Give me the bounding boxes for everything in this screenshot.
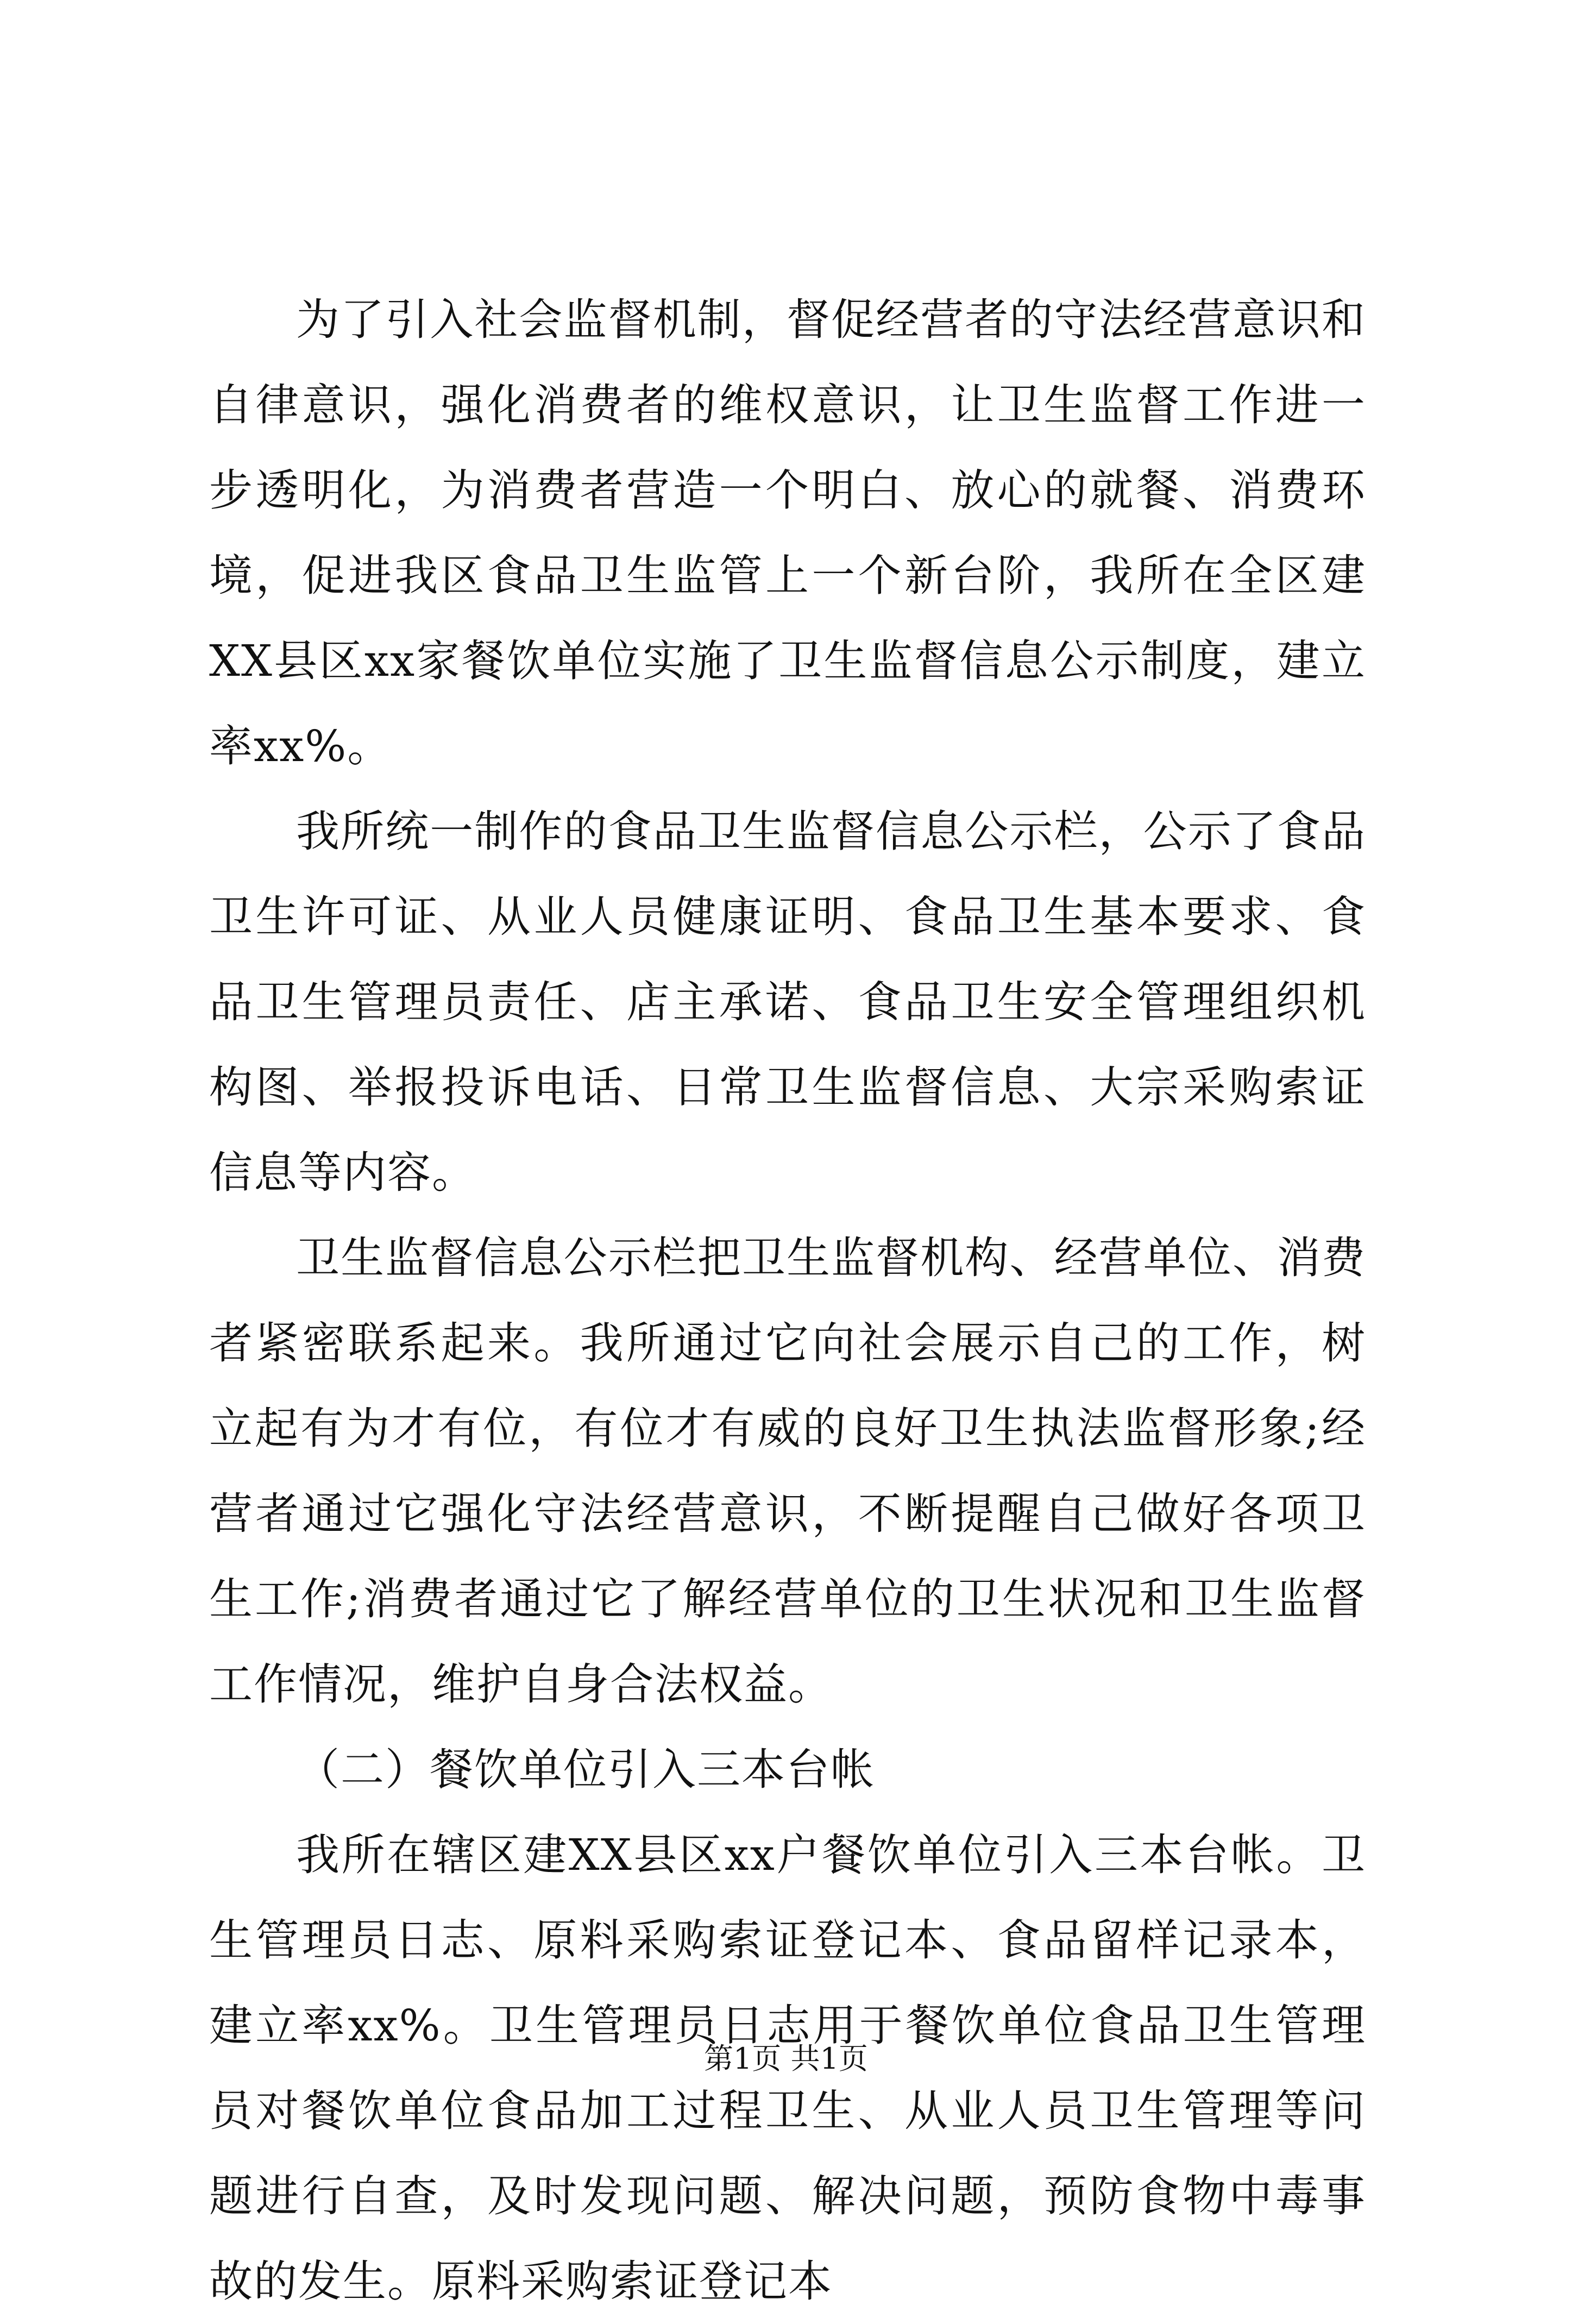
paragraph-disclosure-board-effects: 卫生监督信息公示栏把卫生监督机构、经营单位、消费者紧密联系起来。我所通过它向社会展示自己的工作，树立起有为才有位，有位才有威的良好卫生执法监督形象;经营者通过它强化守法经营意识，不断提醒自己做好各项卫生工作;消费者通过它了解经营单位的卫生状况和卫生监督工作情况，维护自身合法权益。: [209, 1233, 1366, 1710]
paragraph-disclosure-board-contents: 我所统一制作的食品卫生监督信息公示栏，公示了食品卫生许可证、从业人员健康证明、食品卫生基本要求、食品卫生管理员责任、店主承诺、食品卫生安全管理组织机构图、举报投诉电话、日常卫生监督信息、大宗采购索证信息等内容。: [209, 806, 1366, 1198]
paragraph-three-ledgers: 我所在辖区建XX县区xx户餐饮单位引入三本台帐。卫生管理员日志、原料采购索证登记本、食品留样记录本，建立率xx%。卫生管理员日志用于餐饮单位食品卫生管理员对餐饮单位食品加工过程卫生、从业人员卫生管理等问题进行自查，及时发现问题、解决问题，预防食物中毒事故的发生。原料采购索证登记本: [209, 1830, 1366, 2307]
document-body: [209, 277, 1366, 2324]
section-heading: （二）餐饮单位引入三本台帐: [296, 1744, 875, 1795]
paragraph-public-disclosure-intro: 为了引入社会监督机制，督促经营者的守法经营意识和自律意识，强化消费者的维权意识，让卫生监督工作进一步透明化，为消费者营造一个明白、放心的就餐、消费环境，促进我区食品卫生监管上一个新台阶，我所在全区建XX县区xx家餐饮单位实施了卫生监督信息公示制度，建立率xx%。: [209, 294, 1366, 771]
page-number-footer: 第1页 共1页: [704, 2042, 868, 2076]
